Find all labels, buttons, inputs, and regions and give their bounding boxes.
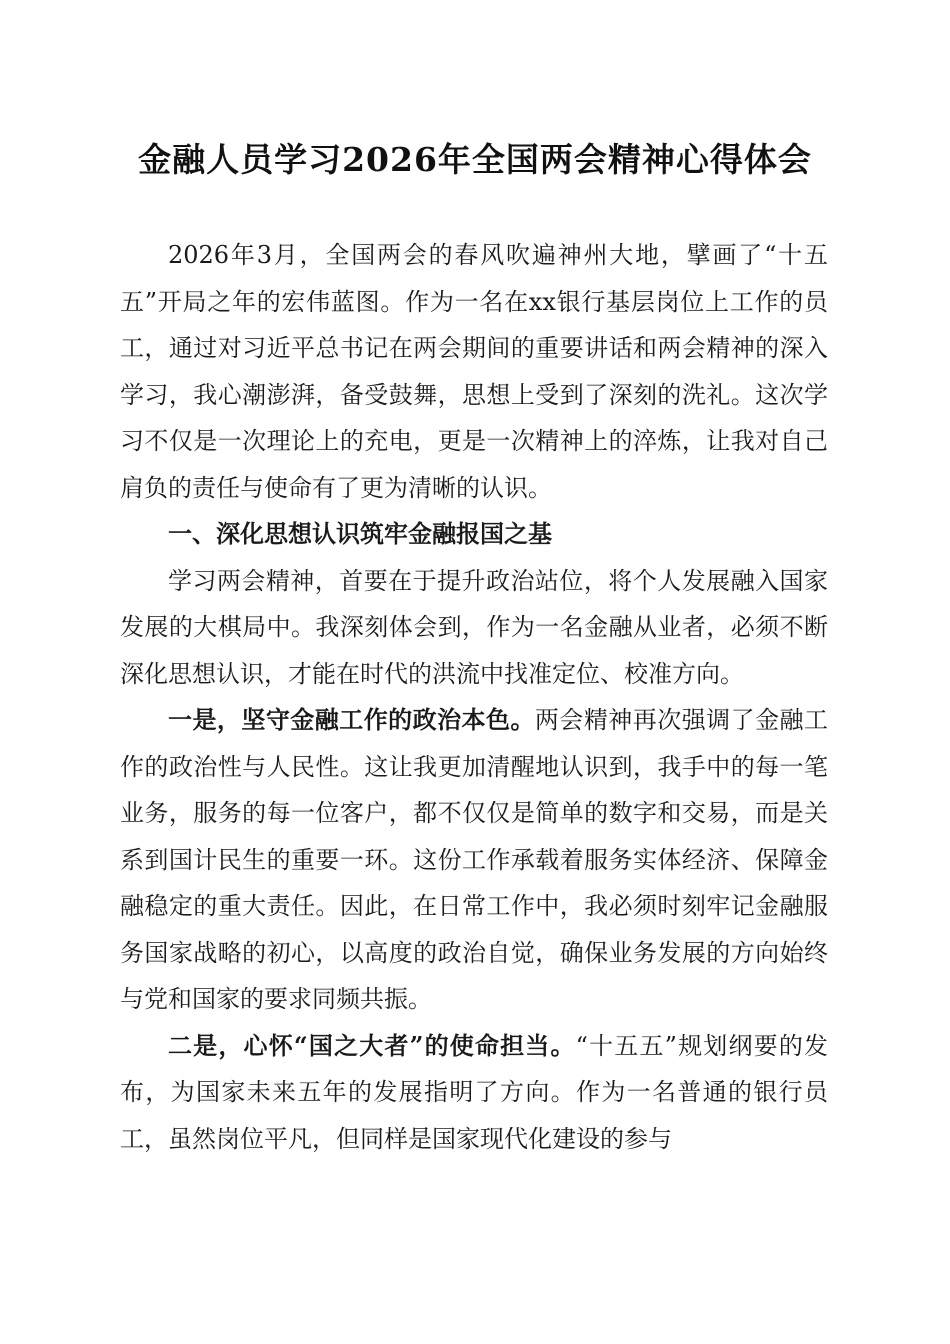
section-intro-paragraph: 学习两会精神，首要在于提升政治站位，将个人发展融入国家发展的大棋局中。我深刻体会到，作为一名金融从业者，必须不断深化思想认识，才能在时代的洪流中找准定位、校准方向。 <box>120 566 828 688</box>
intro-paragraph: 2026年3月，全国两会的春风吹遍神州大地，擘画了“十五五”开局之年的宏伟蓝图。作为一名在xx银行基层岗位上工作的员工，通过对习近平总书记在两会期间的重要讲话和两会精神的深入学习，我心潮澎湃，备受鼓舞，思想上受到了深刻的洗礼。这次学习不仅是一次理论上的充电，更是一次精神上的淬炼，让我对自己肩负的责任与使命有了更为清晰的认识。 <box>120 241 828 502</box>
point-one-text: 两会精神再次强调了金融工作的政治性与人民性。这让我更加清醒地认识到，我手中的每一笔业务，服务的每一位客户，都不仅仅是简单的数字和交易，而是关系到国计民生的重要一环。这份工作承载着服务实体经济、保障金融稳定的重大责任。因此，在日常工作中，我必须时刻牢记金融服务国家战略的初心，以高度的政治自觉，确保业务发展的方向始终与党和国家的要求同频共振。 <box>120 706 828 1013</box>
point-two-lead: 二是，心怀“国之大者”的使命担当。 <box>168 1030 576 1060</box>
document-body <box>120 232 828 1162</box>
point-one-paragraph <box>120 697 828 1023</box>
point-one-lead: 一是，坚守金融工作的政治本色。 <box>168 705 535 734</box>
section-heading: 一、深化思想认识筑牢金融报国之基 <box>168 520 552 548</box>
document-title: 金融人员学习2026年全国两会精神心得体会 <box>138 140 812 179</box>
point-two-paragraph <box>120 1023 828 1163</box>
point-two-text: “十五五”规划纲要的发布，为国家未来五年的发展指明了方向。作为一名普通的银行员工，虽然岗位平凡，但同样是国家现代化建设的参与 <box>120 1031 829 1153</box>
